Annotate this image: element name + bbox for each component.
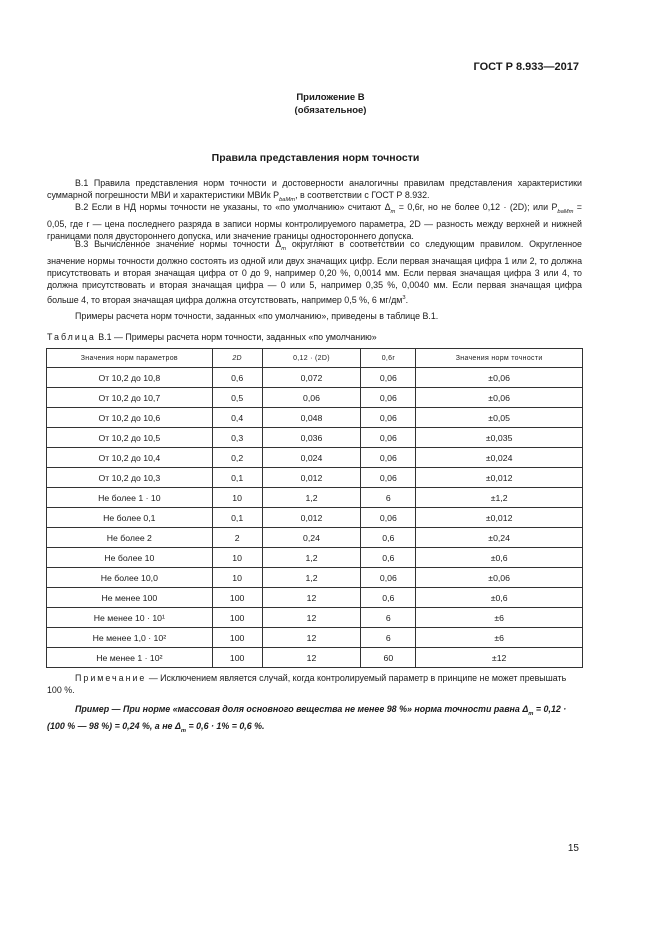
column-header: 0,12 · (2D) bbox=[262, 349, 361, 368]
table-cell: 100 bbox=[212, 608, 262, 628]
page-number: 15 bbox=[567, 843, 579, 854]
column-header: Значения норм параметров bbox=[47, 349, 213, 368]
table-row bbox=[47, 448, 583, 468]
table-cell: 1,2 bbox=[262, 548, 361, 568]
table-cell: ±0,012 bbox=[416, 508, 583, 528]
table-row bbox=[47, 428, 583, 448]
table-cell: ±0,035 bbox=[416, 428, 583, 448]
table-cell: ±6 bbox=[416, 628, 583, 648]
table-cell: 1,2 bbox=[262, 568, 361, 588]
table-cell: ±0,06 bbox=[416, 568, 583, 588]
section-title: Правила представления норм точности bbox=[211, 152, 420, 164]
table-cell: 0,3 bbox=[212, 428, 262, 448]
table-note: Примечание — Исключением является случай, когда контролируемый параметр в принципе не может превышать 100 %. bbox=[47, 673, 567, 696]
table-cell: 0,5 bbox=[212, 388, 262, 408]
table-cell: 0,6 bbox=[212, 368, 262, 388]
table-cell: 6 bbox=[361, 488, 416, 508]
table-cell: 10 bbox=[212, 568, 262, 588]
table-cell: 0,1 bbox=[212, 468, 262, 488]
table-cell: 6 bbox=[361, 608, 416, 628]
table-cell: 0,048 bbox=[262, 408, 361, 428]
table-cell: 0,06 bbox=[361, 508, 416, 528]
table-cell: Не более 0,1 bbox=[47, 508, 213, 528]
table-cell: Не менее 1 · 10² bbox=[47, 648, 213, 668]
table-cell: Не более 10,0 bbox=[47, 568, 213, 588]
table-cell: 0,012 bbox=[262, 468, 361, 488]
annex-title: Приложение В bbox=[296, 92, 365, 103]
table-row bbox=[47, 388, 583, 408]
table-cell: От 10,2 до 10,7 bbox=[47, 388, 213, 408]
table-cell: 0,024 bbox=[262, 448, 361, 468]
table-cell: 0,072 bbox=[262, 368, 361, 388]
accuracy-norms-table bbox=[46, 348, 583, 668]
table-row bbox=[47, 488, 583, 508]
column-header: Значения норм точности bbox=[416, 349, 583, 368]
table-row bbox=[47, 528, 583, 548]
table-cell: 0,6 bbox=[361, 528, 416, 548]
table-cell: ±6 bbox=[416, 608, 583, 628]
table-cell: Не более 1 · 10 bbox=[47, 488, 213, 508]
table-caption: Таблица В.1 — Примеры расчета норм точности, заданных «по умолчанию» bbox=[47, 332, 377, 342]
table-cell: Не более 10 bbox=[47, 548, 213, 568]
table-cell: ±0,024 bbox=[416, 448, 583, 468]
paragraph-b2: В.2 Если в НД нормы точности не указаны, то «по умолчанию» считают $\Delta_m = 0,6r$, но не более 0,12 · (2D); или $P_{baMm} = 0,05$, где r — цена последнего разряда в записи нормы контролируемого параметра, 2D — разность между верхней и нижней границами поля двустороннего допуска, или значение границы одностороннего допуска. bbox=[47, 202, 582, 242]
table-cell: 0,06 bbox=[361, 388, 416, 408]
table-cell: ±1,2 bbox=[416, 488, 583, 508]
table-row bbox=[47, 368, 583, 388]
table-cell: 12 bbox=[262, 608, 361, 628]
table-cell: От 10,2 до 10,6 bbox=[47, 408, 213, 428]
table-cell: 100 bbox=[212, 628, 262, 648]
table-cell: 0,06 bbox=[361, 468, 416, 488]
table-cell: 0,06 bbox=[361, 428, 416, 448]
table-cell: ±0,06 bbox=[416, 368, 583, 388]
table-cell: 0,06 bbox=[361, 448, 416, 468]
table-cell: ±12 bbox=[416, 648, 583, 668]
table-cell: 0,036 bbox=[262, 428, 361, 448]
table-cell: 0,6 bbox=[361, 548, 416, 568]
table-cell: 0,06 bbox=[262, 388, 361, 408]
column-header: 2D bbox=[212, 349, 262, 368]
table-cell: 2 bbox=[212, 528, 262, 548]
table-cell: 0,06 bbox=[361, 368, 416, 388]
table-cell: ±0,6 bbox=[416, 588, 583, 608]
table-cell: 6 bbox=[361, 628, 416, 648]
table-cell: 10 bbox=[212, 548, 262, 568]
table-cell: 60 bbox=[361, 648, 416, 668]
annex-status: (обязательное) bbox=[294, 105, 367, 116]
table-cell: От 10,2 до 10,5 bbox=[47, 428, 213, 448]
table-cell: Не менее 10 · 10¹ bbox=[47, 608, 213, 628]
annex-heading bbox=[0, 91, 661, 117]
table-cell: 100 bbox=[212, 648, 262, 668]
column-header: 0,6r bbox=[361, 349, 416, 368]
table-cell: 12 bbox=[262, 648, 361, 668]
table-cell: 10 bbox=[212, 488, 262, 508]
table-row bbox=[47, 568, 583, 588]
example-paragraph: Пример — При норме «массовая доля основного вещества не менее 98 %» норма точности равна $\Delta_m = 0,12 \cdot (100$ % — 98 %) = 0,24 %, а не $\Delta_m = 0,6 \cdot 1\% = 0,6$ %. bbox=[47, 704, 567, 735]
table-cell: Не менее 100 bbox=[47, 588, 213, 608]
table-cell: 0,06 bbox=[361, 408, 416, 428]
table-cell: 0,1 bbox=[212, 508, 262, 528]
table-row bbox=[47, 508, 583, 528]
table-cell: От 10,2 до 10,4 bbox=[47, 448, 213, 468]
table-cell: 0,4 bbox=[212, 408, 262, 428]
table-cell: Не более 2 bbox=[47, 528, 213, 548]
table-cell: 12 bbox=[262, 628, 361, 648]
table-row bbox=[47, 608, 583, 628]
table-row bbox=[47, 548, 583, 568]
table-row bbox=[47, 468, 583, 488]
table-cell: ±0,6 bbox=[416, 548, 583, 568]
table-cell: ±0,24 bbox=[416, 528, 583, 548]
table-cell: ±0,05 bbox=[416, 408, 583, 428]
table-cell: 100 bbox=[212, 588, 262, 608]
table-cell: От 10,2 до 10,3 bbox=[47, 468, 213, 488]
table-cell: 1,2 bbox=[262, 488, 361, 508]
standard-designation: ГОСТ Р 8.933—2017 bbox=[473, 61, 579, 73]
table-cell: 0,24 bbox=[262, 528, 361, 548]
paragraph-table-ref: Примеры расчета норм точности, заданных «по умолчанию», приведены в таблице В.1. bbox=[75, 311, 439, 321]
table-cell: 0,06 bbox=[361, 568, 416, 588]
table-cell: 0,012 bbox=[262, 508, 361, 528]
table-row bbox=[47, 588, 583, 608]
table-cell: 12 bbox=[262, 588, 361, 608]
table-cell: 0,2 bbox=[212, 448, 262, 468]
table-cell: 0,6 bbox=[361, 588, 416, 608]
table-row bbox=[47, 648, 583, 668]
table-cell: ±0,06 bbox=[416, 388, 583, 408]
paragraph-b1: В.1 Правила представления норм точности и достоверности аналогичны правилам представления характеристики суммарной погрешности МВИ и характеристики МВИк $P_{baMm}$, в соответствии с ГОСТ Р 8.932. bbox=[47, 178, 582, 203]
paragraph-b3: В.3 Вычисленное значение нормы точности $\Delta_m$ округляют в соответствии со следующим правилом. Округленное значение нормы точности должно состоять из одной или двух значащих цифр. Если первая значащая цифра 1 или 2, то должна присутствовать и вторая значащая цифра от 0 до 9, например 0,20 %, 0,0014 мм. Если первая значащая цифра 3 или 4, то должна присутствовать и вторая значащая цифра — 0 или 5, например 0,35 %, 0,0040 мм. Если первая значащая цифра больше 4, то вторая значащая цифра должна отсутствовать, например 0,5 %, 6 $мг/дм^3$. bbox=[47, 239, 582, 305]
table-header-row bbox=[47, 349, 583, 368]
table-cell: От 10,2 до 10,8 bbox=[47, 368, 213, 388]
table-cell: Не менее 1,0 · 10² bbox=[47, 628, 213, 648]
table-row bbox=[47, 408, 583, 428]
table-cell: ±0,012 bbox=[416, 468, 583, 488]
table-row bbox=[47, 628, 583, 648]
